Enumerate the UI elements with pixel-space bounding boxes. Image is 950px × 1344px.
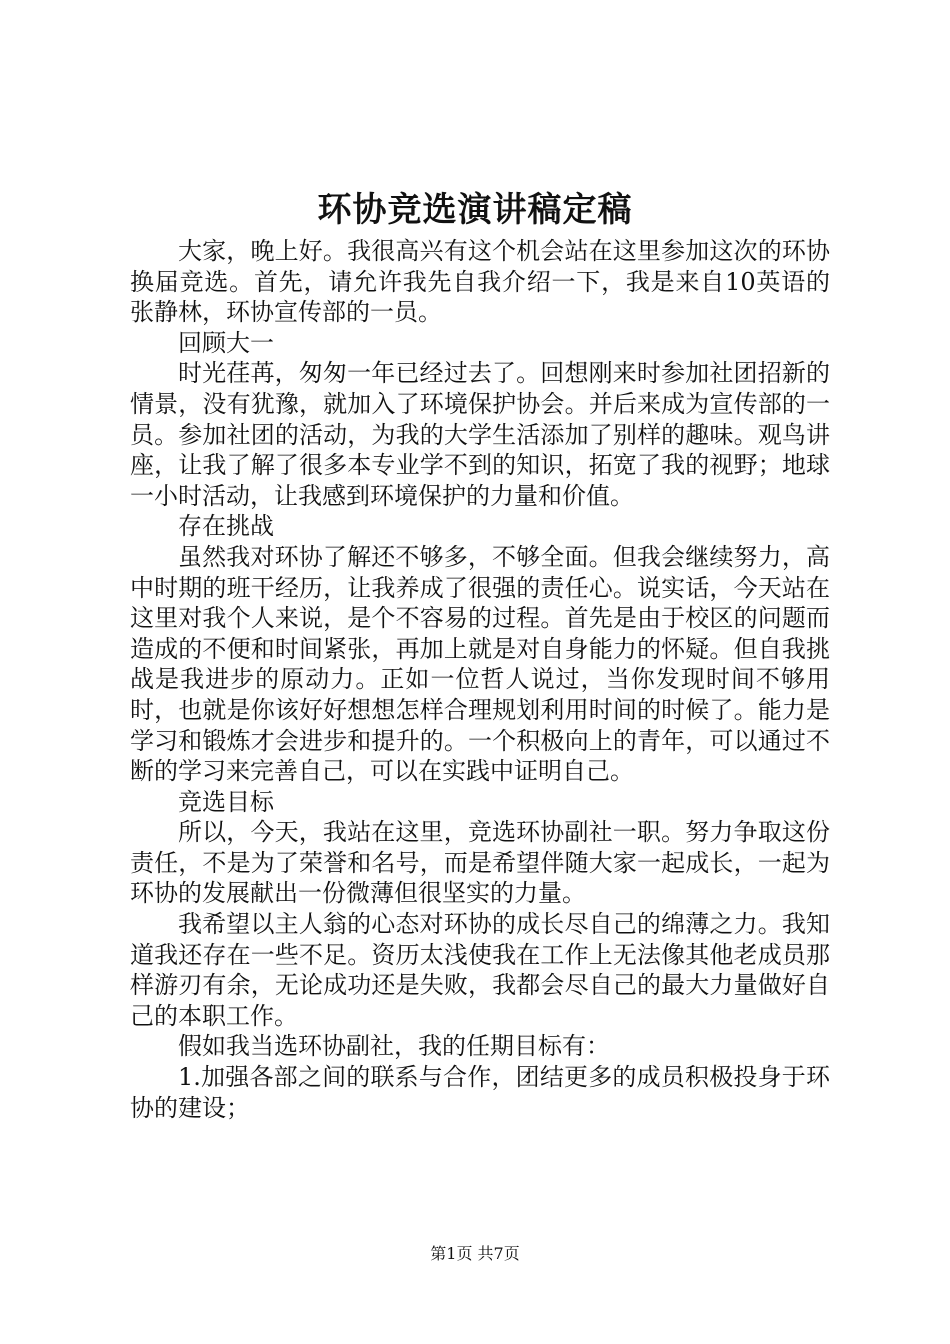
page-footer: 第1页 共7页 (430, 1244, 520, 1263)
document-title: 环协竞选演讲稿定稿 (317, 190, 633, 230)
section-heading-goal: 竞选目标 (178, 787, 274, 816)
document-body (130, 236, 830, 1123)
paragraph-intro: 大家，晚上好。我很高兴有这个机会站在这里参加这次的环协换届竞选。首先，请允许我先自我介绍一下，我是来自10英语的张静林，环协宣传部的一员。 (130, 237, 830, 327)
paragraph-hope: 我希望以主人翁的心态对环协的成长尽自己的绵薄之力。我知道我还存在一些不足。资历太浅使我在工作上无法像其他老成员那样游刃有余，无论成功还是失败，我都会尽自己的最大力量做好自己的本职工作。 (130, 910, 830, 1030)
paragraph-goal: 所以，今天，我站在这里，竞选环协副社一职。努力争取这份责任，不是为了荣誉和名号，而是希望伴随大家一起成长，一起为环协的发展献出一份微薄但很坚实的力量。 (130, 818, 830, 908)
section-heading-challenge: 存在挑战 (178, 512, 274, 541)
section-heading-review: 回顾大一 (178, 328, 274, 357)
paragraph-review: 时光荏苒，匆匆一年已经过去了。回想刚来时参加社团招新的情景，没有犹豫，就加入了环境保护协会。并后来成为宣传部的一员。参加社团的活动，为我的大学生活添加了别样的趣味。观鸟讲座，让我了解了很多本专业学不到的知识，拓宽了我的视野；地球一小时活动，让我感到环境保护的力量和价值。 (130, 359, 830, 510)
paragraph-term-goals-intro: 假如我当选环协副社，我的任期目标有： (178, 1032, 610, 1061)
paragraph-challenge: 虽然我对环协了解还不够多，不够全面。但我会继续努力，高中时期的班干经历，让我养成了很强的责任心。说实话，今天站在这里对我个人来说，是个不容易的过程。首先是由于校区的问题而造成的不便和时间紧张，再加上就是对自身能力的怀疑。但自我挑战是我进步的原动力。正如一位哲人说过，当你发现时间不够用时，也就是你该好好想想怎样合理规划利用时间的时候了。能力是学习和锻炼才会进步和提升的。一个积极向上的青年，可以通过不断的学习来完善自己，可以在实践中证明自己。 (130, 542, 830, 786)
list-item-goal-1: 1.加强各部之间的联系与合作，团结更多的成员积极投身于环协的建设； (130, 1063, 830, 1122)
